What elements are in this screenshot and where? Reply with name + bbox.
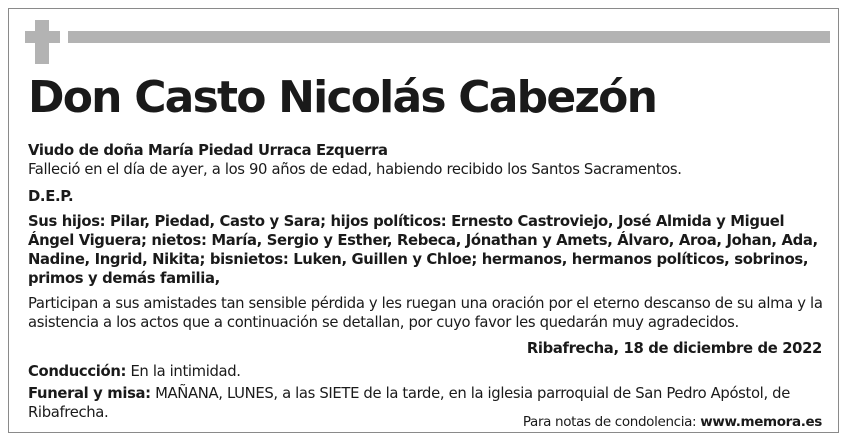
condolence-label: Para notas de condolencia: (522, 414, 697, 430)
conduccion-value: En la intimidad. (130, 363, 241, 380)
condolence-line (523, 413, 822, 432)
place-date: Ribafrecha, 18 de diciembre de 2022 (526, 340, 822, 357)
funeral-value: MAÑANA, LUNES, a las SIETE de la tarde, en la iglesia parroquial de San Pedro Apóstol, de Ribafrecha. (28, 385, 790, 421)
conduccion-line (28, 362, 241, 381)
deceased-name: Don Casto Nicolás Cabezón (28, 72, 657, 123)
condolence-link[interactable]: www.memora.es (700, 414, 822, 430)
cross-icon-arm (25, 31, 60, 43)
death-line: Falleció en el día de ayer, a los 90 años de edad, habiendo recibido los Santos Sacramentos. (28, 161, 682, 178)
header-rule (68, 31, 830, 43)
conduccion-label: Conducción: (28, 363, 127, 380)
widower-line: Viudo de doña María Piedad Urraca Ezquerra (28, 142, 388, 159)
family-list: Sus hijos: Pilar, Piedad, Casto y Sara; hijos políticos: Ernesto Castroviejo, José Almida y Miguel Ángel Viguera; nietos: María, Sergio y Esther, Rebeca, Jónathan y Amets, Álvaro, Aroa, Johan, Ada, Nadine, Ingrid, Nikita; bisnietos: Luken, Guillen y Chloe; hermanos, hermanos políticos, sobrinos, primos y demás familia, (28, 213, 818, 287)
invitation-text: Participan a sus amistades tan sensible pérdida y les ruegan una oración por el eterno descanso de su alma y la asistencia a los actos que a continuación se detallan, por cuyo favor les quedarán muy agradecidos. (28, 295, 823, 331)
rip-text: D.E.P. (28, 188, 74, 205)
funeral-label: Funeral y misa: (28, 385, 151, 402)
